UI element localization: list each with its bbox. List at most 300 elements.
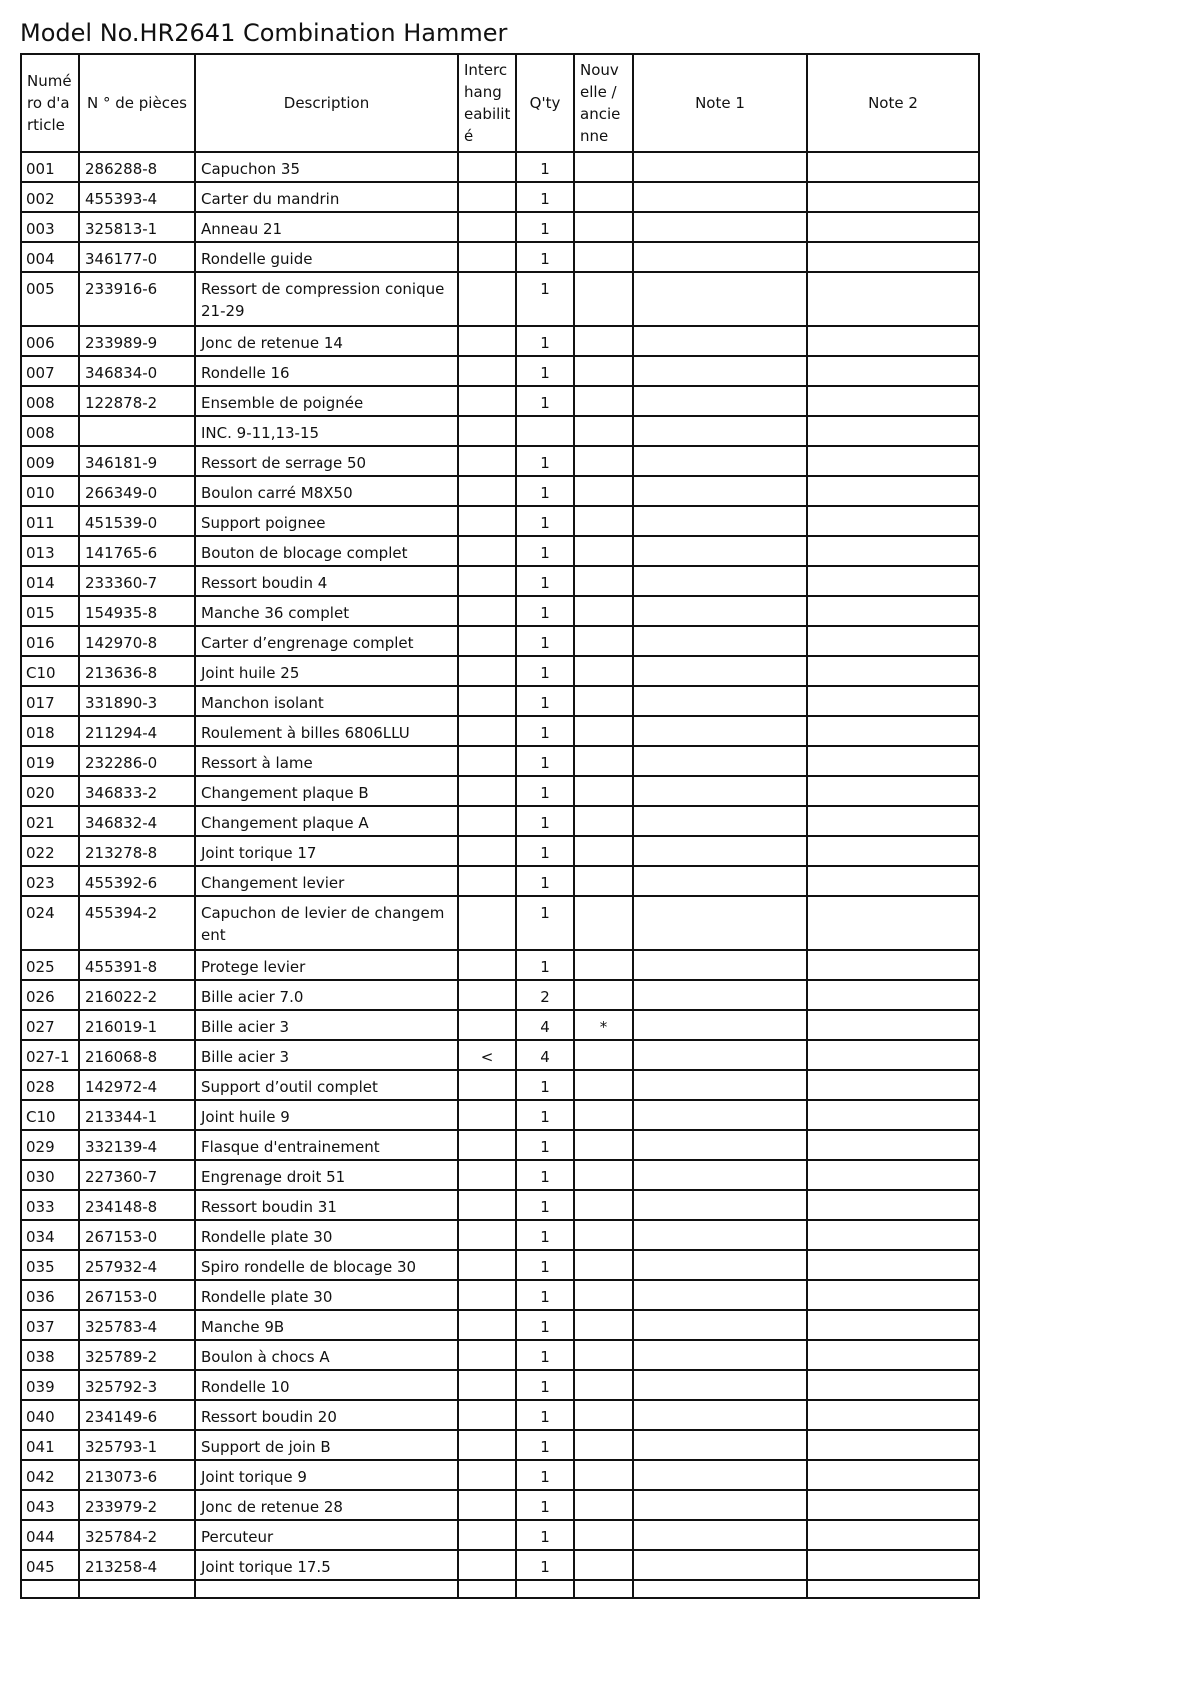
- cell-item-number: 030: [21, 1160, 79, 1190]
- cell-item-number: 035: [21, 1250, 79, 1280]
- cell-empty: [458, 1580, 516, 1598]
- cell-part-number: 346832-4: [79, 806, 195, 836]
- cell-description: Rondelle 10: [195, 1370, 458, 1400]
- cell-interchangeability: [458, 326, 516, 356]
- cell-part-number: 211294-4: [79, 716, 195, 746]
- cell-part-number: 234149-6: [79, 1400, 195, 1430]
- cell-new-old: [574, 626, 633, 656]
- cell-quantity: 1: [516, 1160, 574, 1190]
- cell-quantity: 1: [516, 1370, 574, 1400]
- cell-interchangeability: [458, 776, 516, 806]
- cell-note-1: [633, 536, 807, 566]
- cell-note-2: [807, 1400, 979, 1430]
- cell-item-number: 044: [21, 1520, 79, 1550]
- cell-note-1: [633, 1340, 807, 1370]
- cell-interchangeability: [458, 272, 516, 326]
- cell-new-old: [574, 1100, 633, 1130]
- table-row: [21, 980, 979, 1010]
- cell-new-old: [574, 746, 633, 776]
- cell-interchangeability: [458, 1100, 516, 1130]
- cell-quantity: 1: [516, 152, 574, 182]
- cell-new-old: [574, 836, 633, 866]
- cell-item-number: 026: [21, 980, 79, 1010]
- cell-interchangeability: [458, 1520, 516, 1550]
- cell-note-1: [633, 1430, 807, 1460]
- cell-item-number: 021: [21, 806, 79, 836]
- cell-new-old: [574, 1040, 633, 1070]
- cell-item-number: 010: [21, 476, 79, 506]
- table-row: [21, 566, 979, 596]
- cell-quantity: 1: [516, 1100, 574, 1130]
- cell-new-old: [574, 776, 633, 806]
- cell-quantity: 1: [516, 1340, 574, 1370]
- cell-description: Boulon carré M8X50: [195, 476, 458, 506]
- cell-quantity: 1: [516, 212, 574, 242]
- cell-note-1: [633, 1310, 807, 1340]
- table-row: [21, 686, 979, 716]
- table-row: [21, 1340, 979, 1370]
- cell-interchangeability: [458, 746, 516, 776]
- cell-quantity: 1: [516, 182, 574, 212]
- table-row: [21, 806, 979, 836]
- cell-item-number: 042: [21, 1460, 79, 1490]
- cell-note-1: [633, 806, 807, 836]
- cell-note-1: [633, 716, 807, 746]
- cell-new-old: [574, 416, 633, 446]
- cell-note-1: [633, 1190, 807, 1220]
- cell-quantity: 1: [516, 1130, 574, 1160]
- cell-new-old: [574, 1190, 633, 1220]
- table-row: [21, 1070, 979, 1100]
- cell-description: Joint huile 9: [195, 1100, 458, 1130]
- cell-interchangeability: [458, 416, 516, 446]
- cell-empty: [516, 1580, 574, 1598]
- cell-description: Bille acier 3: [195, 1010, 458, 1040]
- cell-empty: [574, 1580, 633, 1598]
- cell-new-old: [574, 1490, 633, 1520]
- table-row: [21, 416, 979, 446]
- cell-note-1: [633, 326, 807, 356]
- cell-description: Ensemble de poignée: [195, 386, 458, 416]
- cell-item-number: 038: [21, 1340, 79, 1370]
- cell-note-2: [807, 446, 979, 476]
- cell-part-number: 122878-2: [79, 386, 195, 416]
- cell-new-old: [574, 656, 633, 686]
- cell-note-2: [807, 1040, 979, 1070]
- cell-note-2: [807, 1340, 979, 1370]
- cell-quantity: 1: [516, 476, 574, 506]
- cell-description: Roulement à billes 6806LLU: [195, 716, 458, 746]
- cell-interchangeability: [458, 386, 516, 416]
- cell-note-1: [633, 980, 807, 1010]
- cell-item-number: 009: [21, 446, 79, 476]
- cell-description: Joint torique 17.5: [195, 1550, 458, 1580]
- table-row: [21, 1190, 979, 1220]
- cell-description: Engrenage droit 51: [195, 1160, 458, 1190]
- table-row: [21, 1310, 979, 1340]
- cell-interchangeability: [458, 1400, 516, 1430]
- cell-quantity: 1: [516, 326, 574, 356]
- cell-interchangeability: [458, 1310, 516, 1340]
- header-note-2: Note 2: [807, 54, 979, 152]
- cell-quantity: 1: [516, 1280, 574, 1310]
- cell-note-2: [807, 1370, 979, 1400]
- cell-new-old: [574, 950, 633, 980]
- cell-empty: [633, 1580, 807, 1598]
- cell-item-number: 013: [21, 536, 79, 566]
- table-row: [21, 356, 979, 386]
- cell-note-1: [633, 476, 807, 506]
- table-row: [21, 1490, 979, 1520]
- cell-part-number: 455393-4: [79, 182, 195, 212]
- cell-note-2: [807, 1430, 979, 1460]
- cell-empty: [21, 1580, 79, 1598]
- cell-part-number: 233979-2: [79, 1490, 195, 1520]
- cell-item-number: 019: [21, 746, 79, 776]
- cell-note-1: [633, 866, 807, 896]
- cell-item-number: 027: [21, 1010, 79, 1040]
- cell-note-2: [807, 506, 979, 536]
- cell-interchangeability: [458, 656, 516, 686]
- cell-note-1: [633, 686, 807, 716]
- table-row: [21, 152, 979, 182]
- cell-description: Manchon isolant: [195, 686, 458, 716]
- cell-interchangeability: [458, 806, 516, 836]
- cell-note-2: [807, 896, 979, 950]
- cell-new-old: [574, 1160, 633, 1190]
- cell-new-old: [574, 1220, 633, 1250]
- cell-description: Rondelle guide: [195, 242, 458, 272]
- cell-new-old: [574, 686, 633, 716]
- cell-quantity: 1: [516, 1250, 574, 1280]
- cell-item-number: 034: [21, 1220, 79, 1250]
- cell-item-number: 039: [21, 1370, 79, 1400]
- cell-quantity: 1: [516, 746, 574, 776]
- cell-part-number: 213073-6: [79, 1460, 195, 1490]
- cell-note-1: [633, 1280, 807, 1310]
- cell-note-1: [633, 242, 807, 272]
- cell-description: Bille acier 3: [195, 1040, 458, 1070]
- cell-new-old: [574, 1310, 633, 1340]
- cell-quantity: 1: [516, 950, 574, 980]
- cell-quantity: 1: [516, 806, 574, 836]
- table-row: [21, 836, 979, 866]
- cell-empty: [195, 1580, 458, 1598]
- cell-description: Ressort boudin 20: [195, 1400, 458, 1430]
- cell-part-number: 232286-0: [79, 746, 195, 776]
- cell-new-old: [574, 980, 633, 1010]
- cell-note-1: [633, 1460, 807, 1490]
- cell-part-number: 332139-4: [79, 1130, 195, 1160]
- cell-quantity: 1: [516, 1490, 574, 1520]
- cell-interchangeability: [458, 446, 516, 476]
- cell-quantity: 1: [516, 776, 574, 806]
- cell-quantity: 1: [516, 1550, 574, 1580]
- cell-new-old: [574, 716, 633, 746]
- table-row-partial: [21, 1580, 979, 1598]
- cell-part-number: 267153-0: [79, 1280, 195, 1310]
- cell-part-number: 286288-8: [79, 152, 195, 182]
- cell-part-number: 233360-7: [79, 566, 195, 596]
- cell-note-1: [633, 446, 807, 476]
- cell-note-1: [633, 1400, 807, 1430]
- cell-description: Jonc de retenue 28: [195, 1490, 458, 1520]
- cell-part-number: 346834-0: [79, 356, 195, 386]
- header-part-number: N ° de pièces: [79, 54, 195, 152]
- cell-new-old: [574, 1370, 633, 1400]
- cell-note-1: [633, 1040, 807, 1070]
- table-row: [21, 1220, 979, 1250]
- cell-item-number: 008: [21, 416, 79, 446]
- cell-quantity: 1: [516, 1190, 574, 1220]
- cell-note-1: [633, 1490, 807, 1520]
- cell-part-number: 216022-2: [79, 980, 195, 1010]
- table-row: [21, 212, 979, 242]
- cell-empty: [807, 1580, 979, 1598]
- cell-new-old: [574, 182, 633, 212]
- table-row: [21, 950, 979, 980]
- cell-item-number: 036: [21, 1280, 79, 1310]
- cell-part-number: 213344-1: [79, 1100, 195, 1130]
- table-row: [21, 596, 979, 626]
- cell-interchangeability: [458, 686, 516, 716]
- cell-new-old: [574, 1340, 633, 1370]
- cell-item-number: 022: [21, 836, 79, 866]
- cell-item-number: 005: [21, 272, 79, 326]
- cell-item-number: 045: [21, 1550, 79, 1580]
- cell-interchangeability: [458, 506, 516, 536]
- cell-description: Support de join B: [195, 1430, 458, 1460]
- cell-item-number: 018: [21, 716, 79, 746]
- cell-interchangeability: [458, 1370, 516, 1400]
- cell-note-1: [633, 1160, 807, 1190]
- cell-note-2: [807, 716, 979, 746]
- cell-new-old: [574, 446, 633, 476]
- cell-note-2: [807, 686, 979, 716]
- cell-note-2: [807, 566, 979, 596]
- cell-interchangeability: [458, 836, 516, 866]
- cell-note-1: [633, 1250, 807, 1280]
- cell-note-1: [633, 1130, 807, 1160]
- table-row: [21, 1550, 979, 1580]
- cell-item-number: 024: [21, 896, 79, 950]
- cell-note-2: [807, 1280, 979, 1310]
- cell-note-1: [633, 212, 807, 242]
- cell-note-2: [807, 746, 979, 776]
- table-row: [21, 1100, 979, 1130]
- cell-part-number: 267153-0: [79, 1220, 195, 1250]
- table-row: [21, 272, 979, 326]
- cell-part-number: 325789-2: [79, 1340, 195, 1370]
- cell-note-1: [633, 1070, 807, 1100]
- table-row: [21, 182, 979, 212]
- cell-new-old: [574, 1130, 633, 1160]
- table-row: [21, 506, 979, 536]
- table-row: [21, 326, 979, 356]
- cell-new-old: [574, 1550, 633, 1580]
- cell-part-number: 257932-4: [79, 1250, 195, 1280]
- cell-item-number: 001: [21, 152, 79, 182]
- cell-note-1: [633, 950, 807, 980]
- cell-new-old: [574, 1280, 633, 1310]
- cell-part-number: 455392-6: [79, 866, 195, 896]
- cell-interchangeability: [458, 536, 516, 566]
- cell-part-number: 213278-8: [79, 836, 195, 866]
- cell-description: Changement levier: [195, 866, 458, 896]
- table-row: [21, 1400, 979, 1430]
- cell-description: Capuchon de levier de changem ent: [195, 896, 458, 950]
- cell-new-old: [574, 326, 633, 356]
- cell-quantity: 4: [516, 1010, 574, 1040]
- cell-new-old: [574, 506, 633, 536]
- cell-note-2: [807, 626, 979, 656]
- cell-new-old: [574, 356, 633, 386]
- cell-new-old: [574, 1430, 633, 1460]
- cell-note-1: [633, 386, 807, 416]
- cell-part-number: 451539-0: [79, 506, 195, 536]
- cell-quantity: 1: [516, 866, 574, 896]
- cell-part-number: 325792-3: [79, 1370, 195, 1400]
- cell-part-number: 266349-0: [79, 476, 195, 506]
- cell-item-number: 004: [21, 242, 79, 272]
- cell-description: Rondelle plate 30: [195, 1280, 458, 1310]
- cell-part-number: 213636-8: [79, 656, 195, 686]
- cell-description: Manche 9B: [195, 1310, 458, 1340]
- cell-item-number: 027-1: [21, 1040, 79, 1070]
- cell-part-number: 346833-2: [79, 776, 195, 806]
- table-row: [21, 626, 979, 656]
- cell-part-number: 455391-8: [79, 950, 195, 980]
- cell-item-number: 007: [21, 356, 79, 386]
- cell-part-number: 325783-4: [79, 1310, 195, 1340]
- cell-description: Protege levier: [195, 950, 458, 980]
- cell-note-1: [633, 1550, 807, 1580]
- cell-quantity: 1: [516, 1520, 574, 1550]
- cell-item-number: 037: [21, 1310, 79, 1340]
- cell-note-2: [807, 476, 979, 506]
- cell-note-2: [807, 1100, 979, 1130]
- cell-description: Boulon à chocs A: [195, 1340, 458, 1370]
- cell-part-number: 154935-8: [79, 596, 195, 626]
- cell-part-number: 325784-2: [79, 1520, 195, 1550]
- cell-part-number: 227360-7: [79, 1160, 195, 1190]
- cell-description: Joint torique 9: [195, 1460, 458, 1490]
- cell-interchangeability: [458, 596, 516, 626]
- cell-interchangeability: <: [458, 1040, 516, 1070]
- cell-note-1: [633, 746, 807, 776]
- table-row: [21, 896, 979, 950]
- table-row: [21, 1520, 979, 1550]
- cell-description: Changement plaque B: [195, 776, 458, 806]
- cell-note-1: [633, 1220, 807, 1250]
- cell-quantity: 1: [516, 356, 574, 386]
- cell-interchangeability: [458, 980, 516, 1010]
- cell-item-number: 011: [21, 506, 79, 536]
- cell-description: Anneau 21: [195, 212, 458, 242]
- cell-new-old: [574, 1400, 633, 1430]
- table-row: [21, 536, 979, 566]
- cell-quantity: 1: [516, 626, 574, 656]
- cell-part-number: 325793-1: [79, 1430, 195, 1460]
- cell-note-2: [807, 212, 979, 242]
- cell-note-2: [807, 242, 979, 272]
- cell-note-2: [807, 536, 979, 566]
- cell-note-2: [807, 152, 979, 182]
- cell-new-old: [574, 242, 633, 272]
- cell-interchangeability: [458, 716, 516, 746]
- cell-interchangeability: [458, 152, 516, 182]
- cell-part-number: 142972-4: [79, 1070, 195, 1100]
- cell-quantity: 1: [516, 656, 574, 686]
- cell-new-old: [574, 1070, 633, 1100]
- cell-interchangeability: [458, 1010, 516, 1040]
- cell-note-2: [807, 416, 979, 446]
- cell-note-2: [807, 836, 979, 866]
- cell-interchangeability: [458, 866, 516, 896]
- cell-item-number: 017: [21, 686, 79, 716]
- cell-note-1: [633, 356, 807, 386]
- cell-interchangeability: [458, 1160, 516, 1190]
- cell-description: Bouton de blocage complet: [195, 536, 458, 566]
- table-row: [21, 386, 979, 416]
- cell-interchangeability: [458, 1430, 516, 1460]
- table-row: [21, 1460, 979, 1490]
- cell-note-1: [633, 182, 807, 212]
- cell-interchangeability: [458, 356, 516, 386]
- cell-quantity: 1: [516, 1310, 574, 1340]
- table-row: [21, 446, 979, 476]
- cell-quantity: 2: [516, 980, 574, 1010]
- cell-item-number: 043: [21, 1490, 79, 1520]
- cell-part-number: 346177-0: [79, 242, 195, 272]
- header-interchangeability: Interc hang eabilit é: [458, 54, 516, 152]
- cell-part-number: 216019-1: [79, 1010, 195, 1040]
- cell-new-old: [574, 1250, 633, 1280]
- cell-description: Percuteur: [195, 1520, 458, 1550]
- cell-interchangeability: [458, 1550, 516, 1580]
- cell-quantity: 1: [516, 1430, 574, 1460]
- cell-part-number: 325813-1: [79, 212, 195, 242]
- cell-note-2: [807, 1190, 979, 1220]
- cell-item-number: 041: [21, 1430, 79, 1460]
- cell-description: Flasque d'entrainement: [195, 1130, 458, 1160]
- cell-item-number: 014: [21, 566, 79, 596]
- cell-quantity: 1: [516, 1070, 574, 1100]
- header-new-old: Nouv elle / ancie nne: [574, 54, 633, 152]
- table-row: [21, 866, 979, 896]
- cell-quantity: 1: [516, 386, 574, 416]
- cell-note-1: [633, 506, 807, 536]
- cell-quantity: 1: [516, 446, 574, 476]
- cell-note-2: [807, 866, 979, 896]
- cell-description: Joint torique 17: [195, 836, 458, 866]
- cell-item-number: 040: [21, 1400, 79, 1430]
- cell-note-1: [633, 152, 807, 182]
- cell-part-number: 234148-8: [79, 1190, 195, 1220]
- cell-new-old: [574, 272, 633, 326]
- cell-item-number: 015: [21, 596, 79, 626]
- cell-quantity: 4: [516, 1040, 574, 1070]
- cell-note-1: [633, 1010, 807, 1040]
- cell-description: Ressort boudin 31: [195, 1190, 458, 1220]
- cell-part-number: 142970-8: [79, 626, 195, 656]
- cell-note-2: [807, 272, 979, 326]
- header-item-number: Numé ro d'a rticle: [21, 54, 79, 152]
- cell-note-1: [633, 1370, 807, 1400]
- table-row: [21, 1430, 979, 1460]
- table-row: [21, 656, 979, 686]
- cell-description: Support d’outil complet: [195, 1070, 458, 1100]
